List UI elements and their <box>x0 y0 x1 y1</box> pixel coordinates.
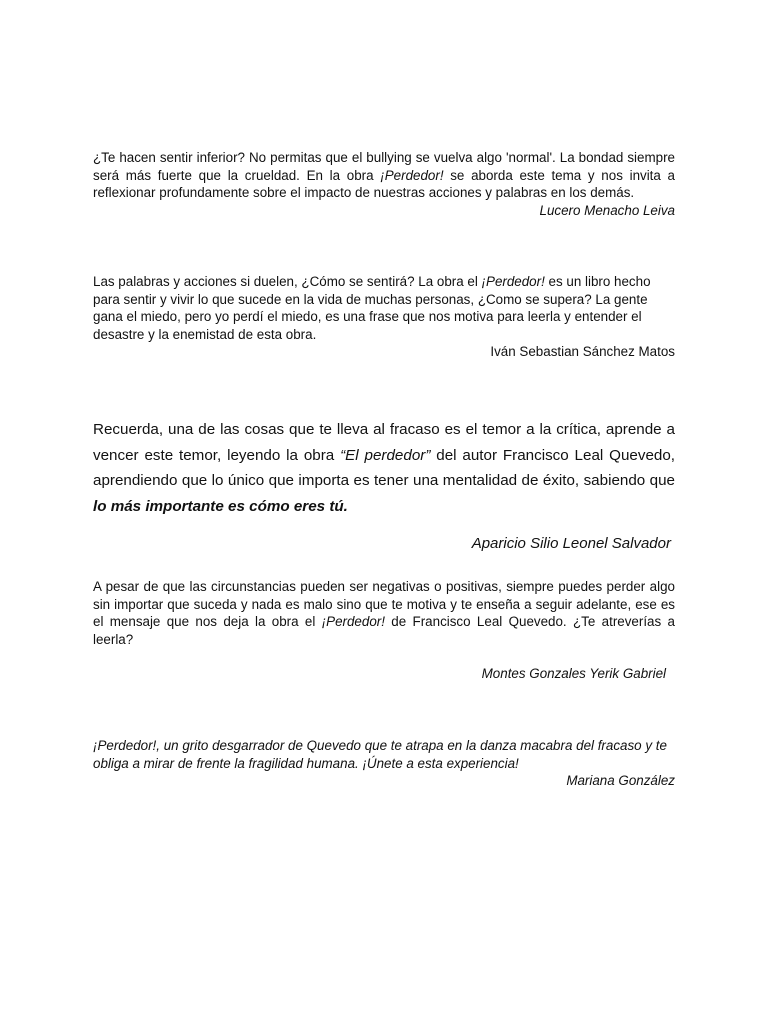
review-text-part: del autor Francisco Leal Quevedo, aprendiendo que lo único que importa es tener una mentalidad de éxito, sabiendo que <box>93 446 675 490</box>
book-title: ¡Perdedor! <box>481 274 545 289</box>
review-author: Iván Sebastian Sánchez Matos <box>490 344 675 359</box>
review-text <box>93 578 675 648</box>
review-text <box>93 149 675 202</box>
review-text-part: ¿Te hacen sentir inferior? No permitas que el bullying se vuelva algo 'normal'. La bondad siempre será más fuerte que la crueldad. En la obra <box>93 150 675 183</box>
review-text-part: es un libro hecho para sentir y vivir lo que sucede en la vida de muchas personas, ¿Como se supera? La gente gana el miedo, pero yo perdí el miedo, es una frase que nos motiva para leerla y entender el desastre y la enemistad de esta obra. <box>93 274 651 342</box>
review-author: Mariana González <box>566 773 675 788</box>
book-title: “El perdedor” <box>340 446 431 464</box>
review-ivan <box>93 273 675 361</box>
emphasis-text: lo más importante es cómo eres tú. <box>93 497 348 515</box>
review-text-part: de Francisco Leal Quevedo. ¿Te atreverías a leerla? <box>93 614 675 647</box>
review-lucero <box>93 149 675 219</box>
review-mariana <box>93 737 675 790</box>
review-text-part: Las palabras y acciones si duelen, ¿Cómo se sentirá? La obra el <box>93 274 482 289</box>
review-author: Aparicio Silio Leonel Salvador <box>471 535 671 553</box>
book-title: ¡Perdedor! <box>321 614 385 629</box>
review-montes <box>93 578 675 683</box>
review-text-part: A pesar de que las circunstancias pueden ser negativas o positivas, siempre puedes perder algo sin importar que suceda y nada es malo sino que te motiva y te enseña a seguir adelante, ese es el mensaje que nos deja la obra el <box>93 579 675 629</box>
review-aparicio <box>93 417 675 553</box>
review-text: ¡Perdedor!, un grito desgarrador de Quevedo que te atrapa en la danza macabra del fracaso y te obliga a mirar de frente la fragilidad humana. ¡Únete a esta experiencia! <box>93 738 667 771</box>
review-text <box>93 417 675 519</box>
review-text-part: se aborda este tema y nos invita a reflexionar profundamente sobre el impacto de nuestras acciones y palabras en los demás. <box>93 167 675 200</box>
review-author: Montes Gonzales Yerik Gabriel <box>481 666 666 681</box>
review-text <box>93 273 675 343</box>
review-author: Lucero Menacho Leiva <box>539 202 675 218</box>
book-title: ¡Perdedor! <box>380 167 444 183</box>
review-text-part: Recuerda, una de las cosas que te lleva al fracaso es el temor a la crítica, aprende a vencer este temor, leyendo la obra <box>93 421 675 464</box>
